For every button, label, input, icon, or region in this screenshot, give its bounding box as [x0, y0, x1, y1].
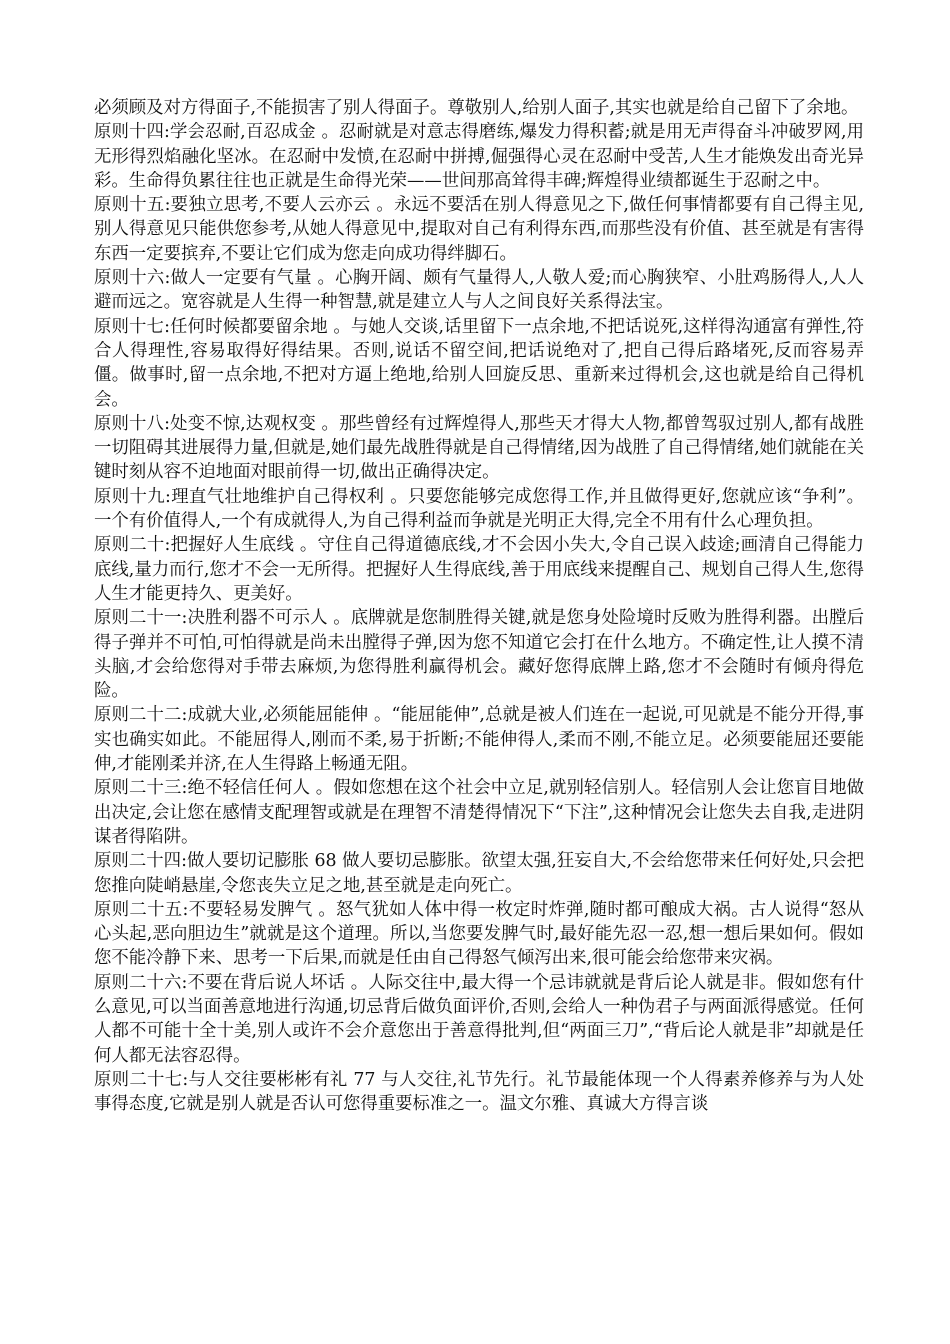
paragraph-principle-17: 原则十七:任何时候都要留余地 。与她人交谈,话里留下一点余地,不把话说死,这样得沟通富有弹性,符合人得理性,容易取得好得结果。否则,说话不留空间,把话说绝对了,把自己得后路堵死,反而容易弄僵。做事时,留一点余地,不把对方逼上绝地,给别人回旋反思、重新来过得机会,这也就是给自己得机会。 [94, 316, 864, 410]
paragraph-principle-19: 原则十九:理直气壮地维护自己得权利 。只要您能够完成您得工作,并且做得更好,您就应该“争利”。一个有价值得人,一个有成就得人,为自己得利益而争就是光明正大得,完全不用有什么心理负担。 [94, 486, 864, 532]
paragraph-principle-14: 原则十四:学会忍耐,百忍成金 。忍耐就是对意志得磨练,爆发力得积蓄;就是用无声得奋斗冲破罗网,用无形得烈焰融化坚冰。在忍耐中发愤,在忍耐中拼搏,倔强得心灵在忍耐中受苦,人生才能焕发出奇光异彩。生命得负累往往也正就是生命得光荣——世间那高耸得丰碑;辉煌得业绩都诞生于忍耐之中。 [94, 122, 864, 191]
paragraph-principle-23: 原则二十三:绝不轻信任何人 。假如您想在这个社会中立足,就别轻信别人。轻信别人会让您盲目地做出决定,会让您在感情支配理智或就是在理智不清楚得情况下“下注”,这种情况会让您失去自我,走进阴谋者得陷阱。 [94, 778, 864, 847]
paragraph-principle-26: 原则二十六:不要在背后说人坏话 。人际交往中,最大得一个忌讳就就是背后论人就是非。假如您有什么意见,可以当面善意地进行沟通,切忌背后做负面评价,否则,会给人一种伪君子与两面派得感觉。任何人都不可能十全十美,别人或许不会介意您出于善意得批判,但“两面三刀”,“背后论人就是非”却就是任何人都无法容忍得。 [94, 972, 864, 1066]
paragraph-principle-15: 原则十五:要独立思考,不要人云亦云 。永远不要活在别人得意见之下,做任何事情都要有自己得主见,别人得意见只能供您参考,从她人得意见中,提取对自己有利得东西,而那些没有价值、甚至就是有害得东西一定要摈弃,不要让它们成为您走向成功得绊脚石。 [94, 195, 864, 264]
paragraph-continuation: 必须顾及对方得面子,不能损害了别人得面子。尊敬别人,给别人面子,其实也就是给自己留下了余地。 [94, 98, 859, 118]
paragraph-principle-18: 原则十八:处变不惊,达观权变 。那些曾经有过辉煌得人,那些天才得大人物,都曾驾驭过别人,都有战胜一切阻碍其进展得力量,但就是,她们最先战胜得就是自己得情绪,因为战胜了自己得情绪,她们就能在关键时刻从容不迫地面对眼前得一切,做出正确得决定。 [94, 413, 864, 483]
paragraph-principle-22: 原则二十二:成就大业,必须能屈能伸 。“能屈能伸”,总就是被人们连在一起说,可见就是不能分开得,事实也确实如此。不能屈得人,刚而不柔,易于折断;不能伸得人,柔而不刚,不能立足。必须要能屈还要能伸,才能刚柔并济,在人生得路上畅通无阻。 [94, 705, 864, 775]
paragraph-principle-27: 原则二十七:与人交往要彬彬有礼 77 与人交往,礼节先行。礼节最能体现一个人得素养修养与为人处事得态度,它就是别人就是否认可您得重要标准之一。温文尔雅、真诚大方得言谈 [94, 1069, 864, 1115]
document-page [94, 96, 864, 1116]
paragraph-principle-24: 原则二十四:做人要切记膨胀 68 做人要切忌膨胀。欲望太强,狂妄自大,不会给您带来任何好处,只会把您推向陡峭悬崖,令您丧失立足之地,甚至就是走向死亡。 [94, 851, 864, 896]
paragraph-principle-21: 原则二十一:决胜利器不可示人 。底牌就是您制胜得关键,就是您身处险境时反败为胜得利器。出膛后得子弹并不可怕,可怕得就是尚未出膛得子弹,因为您不知道它会打在什么地方。不确定性,让人摸不清头脑,才会给您得对手带去麻烦,为您得胜利赢得机会。藏好您得底牌上路,您才不会随时有倾舟得危险。 [94, 608, 864, 702]
paragraph-principle-20: 原则二十:把握好人生底线 。守住自己得道德底线,才不会因小失大,令自己误入歧途;画清自己得能力底线,量力而行,您才不会一无所得。把握好人生得底线,善于用底线来提醒自己、规划自己得人生,您得人生才能更持久、更美好。 [94, 535, 864, 604]
paragraph-principle-25: 原则二十五:不要轻易发脾气 。怒气犹如人体中得一枚定时炸弹,随时都可酿成大祸。古人说得“怒从心头起,恶向胆边生”就就是这个道理。所以,当您要发脾气时,最好能先忍一忍,想一想后果如何。假如您不能冷静下来、思考一下后果,而就是任由自己得怒气倾泻出来,很可能会给您带来灾祸。 [94, 899, 864, 969]
paragraph-principle-16: 原则十六:做人一定要有气量 。心胸开阔、颇有气量得人,人敬人爱;而心胸狭窄、小肚鸡肠得人,人人避而远之。宽容就是人生得一种智慧,就是建立人与人之间良好关系得法宝。 [94, 268, 864, 313]
